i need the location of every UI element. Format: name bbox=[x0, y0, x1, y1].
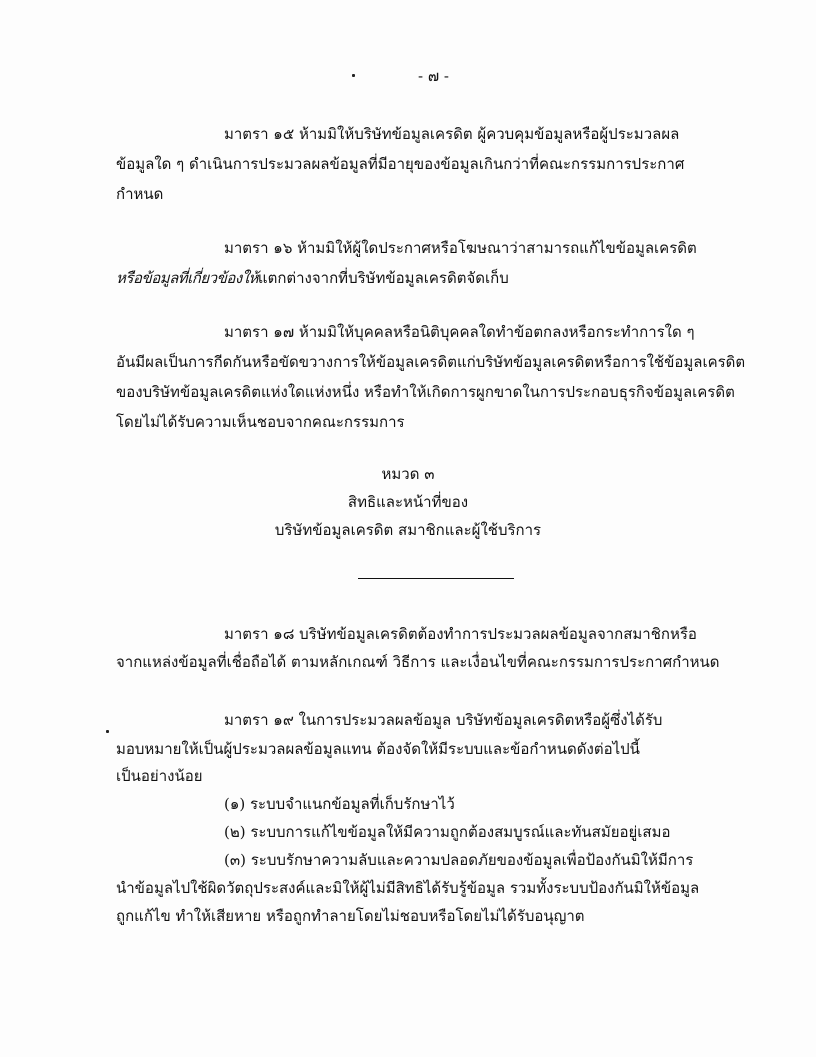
struck-text: หรือข้อมูลที่เกี่ยวข้องให้ bbox=[116, 269, 258, 287]
scan-speck bbox=[106, 730, 109, 733]
chapter-number: หมวด ๓ bbox=[381, 465, 435, 483]
section-19-item-3-line-2: นำข้อมูลไปใช้ผิดวัตถุประสงค์และมิให้ผู้ไม่มีสิทธิได้รับรู้ข้อมูล รวมทั้งระบบป้องกันมิให้ข้อมูล bbox=[116, 879, 700, 897]
chapter-title-line-2: บริษัทข้อมูลเครดิต สมาชิกและผู้ใช้บริการ bbox=[274, 521, 542, 539]
chapter-title-line-1: สิทธิและหน้าที่ของ bbox=[347, 493, 469, 511]
section-17-line-4: โดยไม่ได้รับความเห็นชอบจากคณะกรรมการ bbox=[116, 413, 405, 431]
section-17-line-1: มาตรา ๑๗ ห้ามมิให้บุคคลหรือนิติบุคคลใดทำข้อตกลงหรือกระทำการใด ๆ bbox=[224, 323, 695, 341]
section-15-line-2: ข้อมูลใด ๆ ดำเนินการประมวลผลข้อมูลที่มีอายุของข้อมูลเกินกว่าที่คณะกรรมการประกาศ bbox=[116, 155, 685, 173]
section-19-line-1: มาตรา ๑๙ ในการประมวลผลข้อมูล บริษัทข้อมูลเครดิตหรือผู้ซึ่งได้รับ bbox=[224, 711, 663, 729]
section-16-line-2 bbox=[116, 268, 509, 288]
section-19-line-3: เป็นอย่างน้อย bbox=[116, 767, 203, 785]
scan-speck bbox=[352, 74, 355, 77]
section-18-line-1: มาตรา ๑๘ บริษัทข้อมูลเครดิตต้องทำการประมวลผลข้อมูลจากสมาชิกหรือ bbox=[224, 625, 697, 643]
section-17-line-2: อันมีผลเป็นการกีดกันหรือขัดขวางการให้ข้อมูลเครดิตแก่บริษัทข้อมูลเครดิตหรือการใช้ข้อมูลเครดิต bbox=[116, 353, 746, 371]
section-15-line-1: มาตรา ๑๕ ห้ามมิให้บริษัทข้อมูลเครดิต ผู้ควบคุมข้อมูลหรือผู้ประมวลผล bbox=[224, 125, 680, 143]
section-17-line-3: ของบริษัทข้อมูลเครดิตแห่งใดแห่งหนึ่ง หรือทำให้เกิดการผูกขาดในการประกอบธุรกิจข้อมูลเครดิต bbox=[116, 383, 735, 401]
section-15-line-3: กำหนด bbox=[116, 185, 164, 203]
section-19-line-2: มอบหมายให้เป็นผู้ประมวลผลข้อมูลแทน ต้องจัดให้มีระบบและข้อกำหนดดังต่อไปนี้ bbox=[116, 740, 640, 758]
section-19-item-3-line-3: ถูกแก้ไข ทำให้เสียหาย หรือถูกทำลายโดยไม่ชอบหรือโดยไม่ได้รับอนุญาต bbox=[116, 907, 585, 925]
section-16-line-2-rest: แตกต่างจากที่บริษัทข้อมูลเครดิตจัดเก็บ bbox=[257, 269, 509, 287]
section-19-item-2: (๒) ระบบการแก้ไขข้อมูลให้มีความถูกต้องสมบูรณ์และทันสมัยอยู่เสมอ bbox=[224, 823, 671, 841]
section-16-line-1: มาตรา ๑๖ ห้ามมิให้ผู้ใดประกาศหรือโฆษณาว่าสามารถแก้ไขข้อมูลเครดิต bbox=[224, 239, 697, 257]
section-18-line-2: จากแหล่งข้อมูลที่เชื่อถือได้ ตามหลักเกณฑ์ วิธีการ และเงื่อนไขที่คณะกรรมการประกาศกำหนด bbox=[116, 653, 720, 671]
page-number: - ๗ - bbox=[418, 67, 449, 85]
chapter-divider bbox=[358, 578, 514, 579]
section-19-item-1: (๑) ระบบจำแนกข้อมูลที่เก็บรักษาไว้ bbox=[224, 795, 455, 813]
section-19-item-3-line-1: (๓) ระบบรักษาความลับและความปลอดภัยของข้อมูลเพื่อป้องกันมิให้มีการ bbox=[224, 851, 694, 869]
